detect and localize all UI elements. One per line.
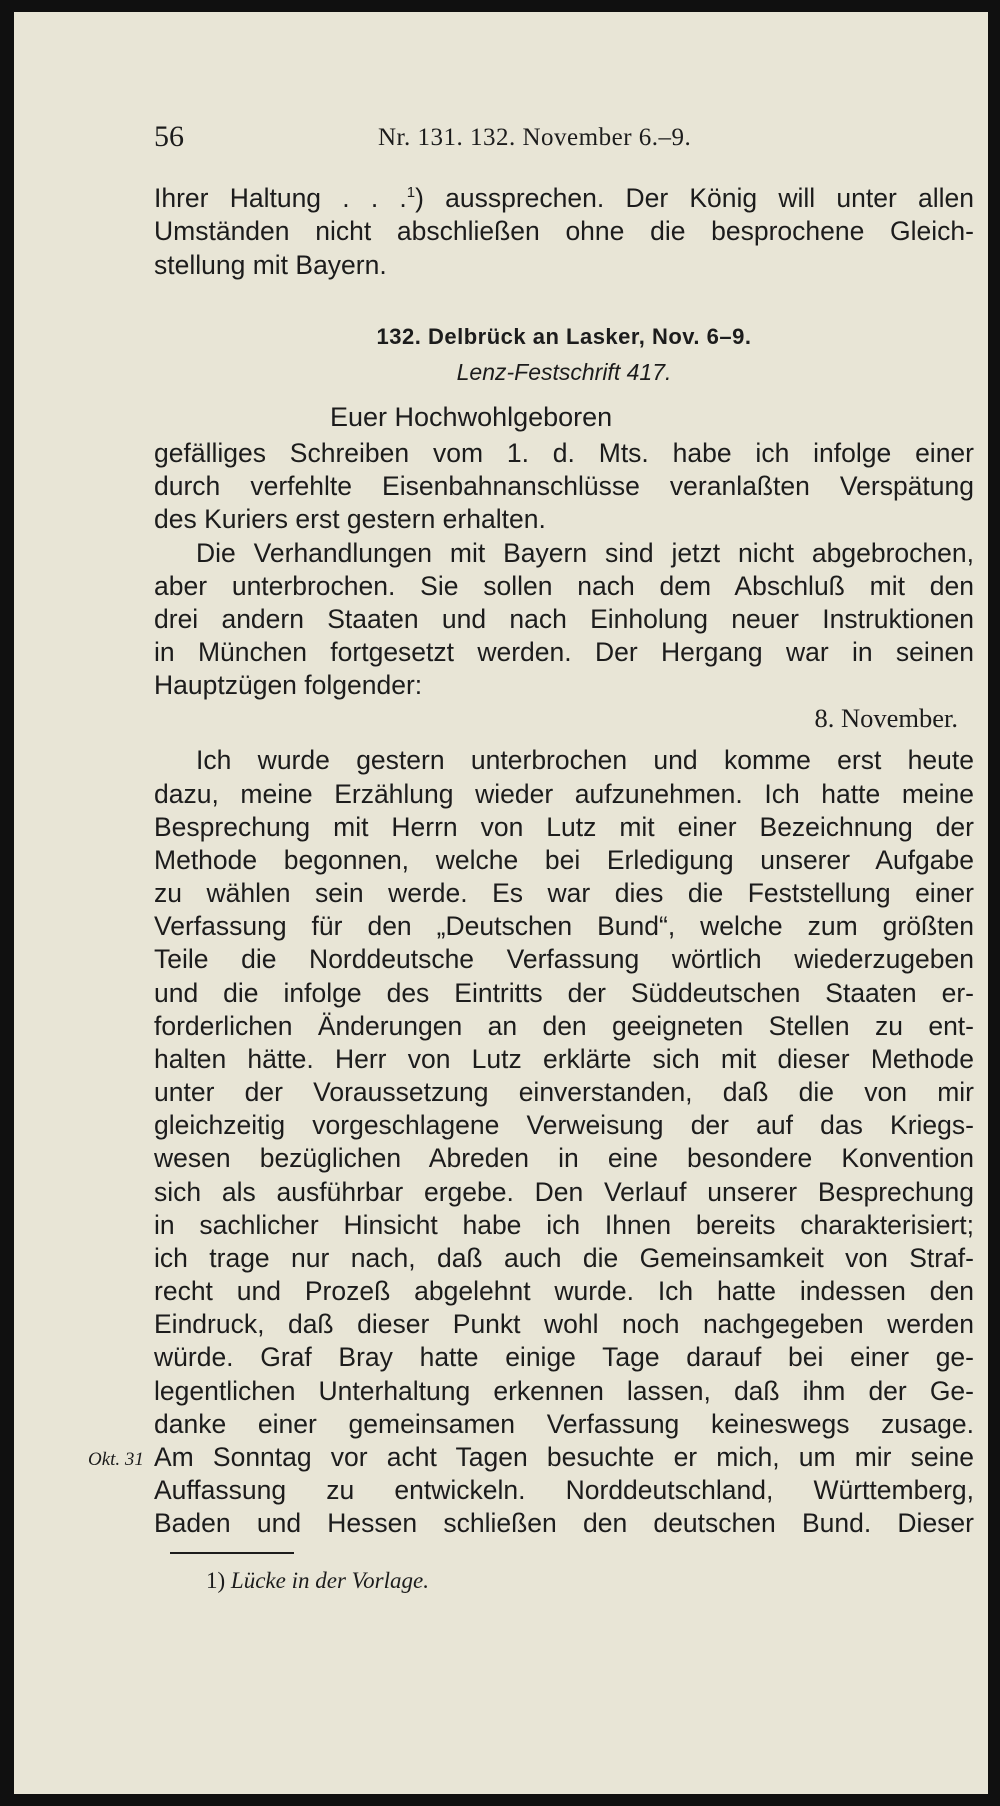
document-source: Lenz-Festschrift 417. xyxy=(456,359,672,385)
page-number: 56 xyxy=(154,120,184,153)
text-line: Am Sonntag vor acht Tagen besuchte er mich, um mir seine xyxy=(154,1442,974,1472)
text-line: stellung mit Bayern. xyxy=(154,250,387,280)
text-line: Ich wurde gestern unterbrochen und komme erst heute xyxy=(196,745,974,775)
text-line: recht und Prozeß abgelehnt wurde. Ich hatte indessen den xyxy=(154,1276,974,1306)
footnote-rule xyxy=(170,1552,294,1554)
text-line: Verfassung für den „Deutschen Bund“, welche zum größten xyxy=(154,911,974,941)
text-line: sich als ausführbar ergebe. Den Verlauf unserer Besprechung xyxy=(154,1177,974,1207)
text-line: Die Verhandlungen mit Bayern sind jetzt nicht abgebrochen, xyxy=(196,538,974,568)
text-line: Umständen nicht abschließen ohne die besprochene Gleich- xyxy=(154,216,974,246)
text-line: Besprechung mit Herrn von Lutz mit einer Bezeichnung der xyxy=(154,812,974,842)
text-line: zu wählen sein werde. Es war dies die Feststellung einer xyxy=(154,878,974,908)
text-line: würde. Graf Bray hatte einige Tage darauf bei einer ge- xyxy=(154,1342,974,1372)
footnote-text: Lücke in der Vorlage. xyxy=(230,1568,429,1593)
margin-note: Okt. 31 xyxy=(88,1449,144,1470)
text-line: drei andern Staaten und nach Einholung neuer Instruktionen xyxy=(154,604,974,634)
footnote xyxy=(206,1568,429,1594)
book-page xyxy=(14,12,988,1794)
footnote-ref: 1 xyxy=(406,184,416,202)
text-line: dazu, meine Erzählung wieder aufzunehmen. Ich hatte meine xyxy=(154,779,974,809)
text-line: forderlichen Änderungen an den geeigneten Stellen zu ent- xyxy=(154,1011,974,1041)
salutation: Euer Hochwohlgeboren xyxy=(330,402,613,432)
text-line: ich trage nur nach, daß auch die Gemeinsamkeit von Straf- xyxy=(154,1243,974,1273)
page-header xyxy=(154,120,974,160)
text-line: Auffassung zu entwickeln. Norddeutschland, Württemberg, xyxy=(154,1475,974,1505)
text-line: Teile die Norddeutsche Verfassung wörtlich wiederzugeben xyxy=(154,944,974,974)
footnote-number: 1) xyxy=(206,1568,226,1593)
text-line: aber unterbrochen. Sie sollen nach dem Abschluß mit den xyxy=(154,571,974,601)
text-line: Baden und Hessen schließen den deutschen Bund. Dieser xyxy=(154,1508,974,1538)
text-line: des Kuriers erst gestern erhalten. xyxy=(154,504,546,534)
text-line: legentlichen Unterhaltung erkennen lassen, daß ihm der Ge- xyxy=(154,1376,974,1406)
text-line: in München fortgesetzt werden. Der Hergang war in seinen xyxy=(154,637,974,667)
text-line: Eindruck, daß dieser Punkt wohl noch nachgegeben werden xyxy=(154,1309,974,1339)
text-line: halten hätte. Herr von Lutz erklärte sich mit dieser Methode xyxy=(154,1044,974,1074)
running-title: Nr. 131. 132. November 6.–9. xyxy=(378,124,692,151)
text-line: wesen bezüglichen Abreden in eine besondere Konvention xyxy=(154,1143,974,1173)
text-line: gefälliges Schreiben vom 1. d. Mts. habe ich infolge einer xyxy=(154,438,974,468)
text-line: Ihrer Haltung . . .$^1$) aussprechen. Der König will unter allen xyxy=(154,183,974,213)
text-line: gleichzeitig vorgeschlagene Verweisung der auf das Kriegs- xyxy=(154,1110,974,1140)
document-title: 132. Delbrück an Lasker, Nov. 6–9. xyxy=(376,324,752,349)
text-line: in sachlicher Hinsicht habe ich Ihnen bereits charakterisiert; xyxy=(154,1210,974,1240)
text-line: Hauptzügen folgender: xyxy=(154,670,423,700)
text-line: durch verfehlte Eisenbahnanschlüsse veranlaßten Verspätung xyxy=(154,471,974,501)
text-line: und die infolge des Eintritts der Süddeutschen Staaten er- xyxy=(154,978,974,1008)
text-line: Methode begonnen, welche bei Erledigung unserer Aufgabe xyxy=(154,845,974,875)
text-line: unter der Voraussetzung einverstanden, daß die von mir xyxy=(154,1077,974,1107)
text-line: danke einer gemeinsamen Verfassung keineswegs zusage. xyxy=(154,1409,974,1439)
date-line: 8. November. xyxy=(814,703,958,733)
